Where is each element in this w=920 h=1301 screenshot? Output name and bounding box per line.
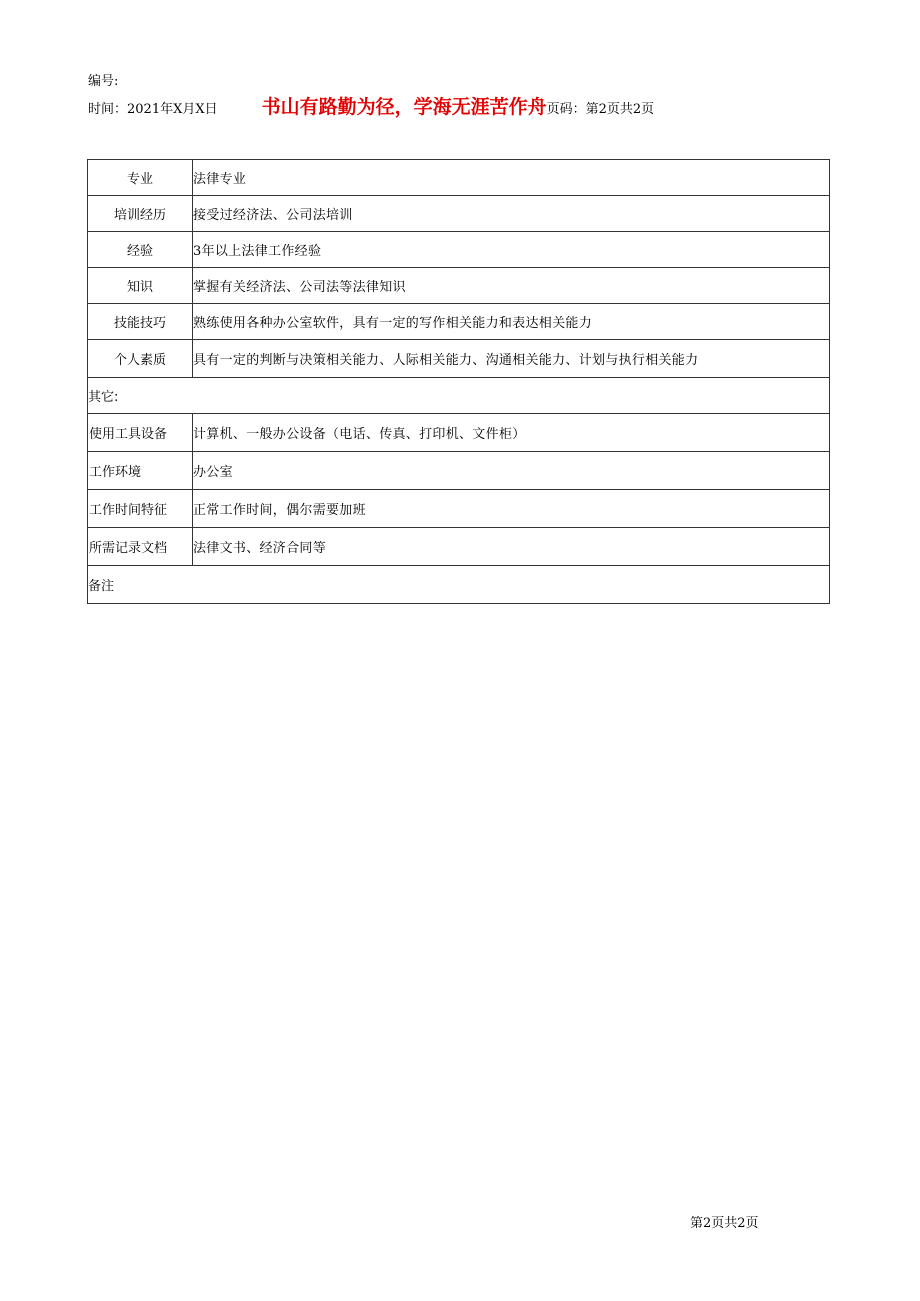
table-row [88,452,830,490]
row-value-experience: 3年以上法律工作经验 [193,232,830,268]
row-value-work-time: 正常工作时间，偶尔需要加班 [193,490,830,528]
row-value-training: 接受过经济法、公司法培训 [193,196,830,232]
row-label-training: 培训经历 [88,196,193,232]
footer-page-label: 第2页共2页 [690,1216,759,1231]
header-line [88,92,808,119]
row-label-personal-quality: 个人素质 [88,340,193,378]
row-value-skills: 熟练使用各种办公室软件，具有一定的写作相关能力和表达相关能力 [193,304,830,340]
table-row [88,232,830,268]
other-section-label: 其它: [88,378,830,414]
row-label-skills: 技能技巧 [88,304,193,340]
job-description-table [87,159,830,604]
row-label-major: 专业 [88,160,193,196]
row-label-knowledge: 知识 [88,268,193,304]
table-row [88,490,830,528]
row-label-environment: 工作环境 [88,452,193,490]
motto: 书山有路勤为径，学海无涯苦作舟 [261,96,547,118]
header-page-label: 页码：第2页共2页 [546,102,655,117]
serial-number-label: 编号: [88,74,119,89]
table-row [88,414,830,452]
row-value-environment: 办公室 [193,452,830,490]
table-row [88,268,830,304]
table-row [88,340,830,378]
row-value-major: 法律专业 [193,160,830,196]
row-label-experience: 经验 [88,232,193,268]
row-value-personal-quality: 具有一定的判断与决策相关能力、人际相关能力、沟通相关能力、计划与执行相关能力 [193,340,830,378]
table-row [88,566,830,604]
table-row [88,304,830,340]
row-value-tools: 计算机、一般办公设备（电话、传真、打印机、文件柜） [193,414,830,452]
row-label-work-time: 工作时间特征 [88,490,193,528]
table-row [88,528,830,566]
table-row [88,196,830,232]
table-row [88,160,830,196]
date-label: 时间：2021年X月X日 [88,102,218,117]
remarks-label: 备注 [88,566,830,604]
row-value-knowledge: 掌握有关经济法、公司法等法律知识 [193,268,830,304]
row-label-tools: 使用工具设备 [88,414,193,452]
row-value-documents: 法律文书、经济合同等 [193,528,830,566]
table-row [88,378,830,414]
row-label-documents: 所需记录文档 [88,528,193,566]
